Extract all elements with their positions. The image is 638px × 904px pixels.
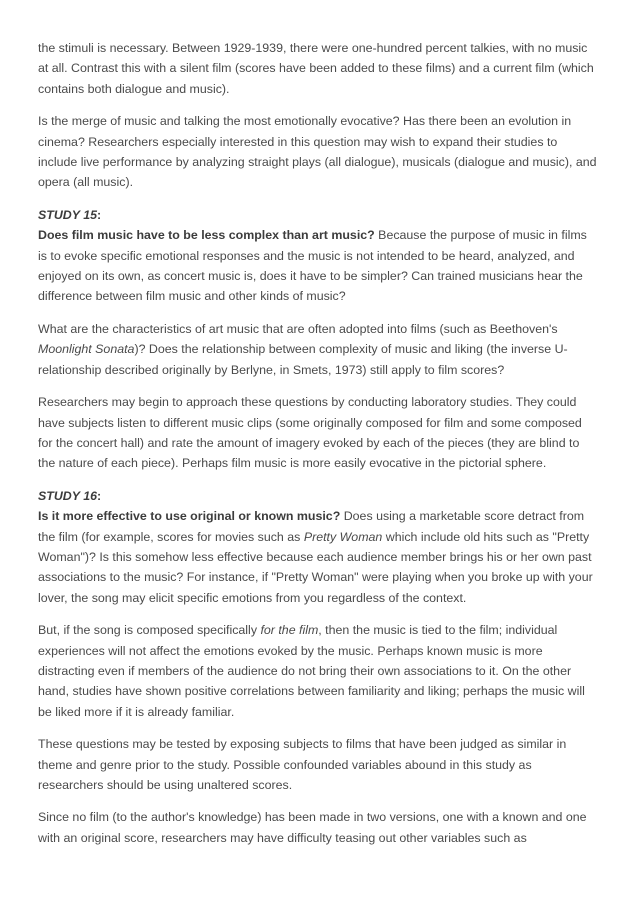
study-16-p1-text-b: which include old hits such as "Pretty Woman")? Is this somehow less effective because each audience member brings his or her own past associations to the music? For instance, if "Pretty Woman" were playing when you broke up with your lover, the song may elicit specific emotions from you regardless of the context.	[38, 529, 593, 605]
study-15-section	[38, 205, 598, 474]
study-16-label: STUDY 16	[38, 488, 97, 503]
study-15-label: STUDY 15	[38, 207, 97, 222]
study-16-paragraph-3: These questions may be tested by exposing subjects to films that have been judged as similar in theme and genre prior to the study. Possible confounded variables abound in this study as researchers should be using unaltered scores.	[38, 737, 567, 792]
study-16-section	[38, 486, 598, 849]
moonlight-sonata-title: Moonlight Sonata	[38, 342, 135, 357]
study-15-paragraph-2	[38, 319, 598, 380]
study-16-paragraph-2	[38, 620, 598, 722]
paragraph-talkies: the stimuli is necessary. Between 1929-1939, there were one-hundred percent talkies, with no music at all. Contrast this with a silent film (scores have been added to these films) and a current film (which contains both dialogue and music).	[38, 41, 594, 96]
study-16-heading	[38, 486, 598, 506]
study-15-colon: :	[97, 207, 102, 222]
study-15-p2-text-a: What are the characteristics of art music that are often adopted into films (such as Beethoven's	[38, 321, 558, 336]
study-15-paragraph-1	[38, 225, 598, 307]
study-16-question: Is it more effective to use original or known music?	[38, 509, 341, 524]
study-16-colon: :	[97, 488, 102, 503]
study-15-question: Does film music have to be less complex than art music?	[38, 228, 375, 243]
study-16-p1-text-a: Does using a marketable score detract from the film (for example, scores for movies such as	[38, 509, 585, 544]
pretty-woman-title: Pretty Woman	[303, 529, 383, 544]
document-page	[38, 38, 598, 860]
study-15-paragraph-3: Researchers may begin to approach these questions by conducting laboratory studies. They could have subjects listen to different music clips (some originally composed for film and some composed for the concert hall) and rate the amount of imagery evoked by each of the pieces (they are blind to the nature of each piece). Perhaps film music is more easily evocative in the pictorial sphere.	[38, 395, 582, 471]
study-16-p2-text-a: But, if the song is composed specifically	[38, 623, 261, 638]
paragraph-evolution: Is the merge of music and talking the most emotionally evocative? Has there been an evolution in cinema? Researchers especially interested in this question may wish to expand their studies to include live performance by analyzing straight plays (all dialogue), musicals (dialogue and music), and opera (all music).	[38, 114, 597, 190]
study-16-p2-text-b: , then the music is tied to the film; individual experiences will not affect the emotions evoked by the music. Perhaps known music is more distracting even if members of the audience do not bring their own associations to it. On the other hand, studies have shown positive correlations between familiarity and liking; perhaps the music will be liked more if it is already familiar.	[38, 623, 585, 719]
study-16-paragraph-4: Since no film (to the author's knowledge) has been made in two versions, one with a known and one with an original score, researchers may have difficulty teasing out other variables such as	[38, 810, 587, 845]
study-16-paragraph-1	[38, 506, 598, 608]
study-15-p2-text-b: )? Does the relationship between complexity of music and liking (the inverse U-relationship described originally by Berlyne, in Smets, 1973) still apply to film scores?	[38, 342, 568, 377]
for-the-film-emphasis: for the film	[260, 623, 319, 638]
study-15-intro-text: Because the purpose of music in films is to evoke specific emotional responses and the music is not intended to be heard, analyzed, and enjoyed on its own, as concert music is, does it have to be simpler? Can trained musicians hear the difference between film music and other kinds of music?	[38, 228, 587, 304]
study-15-heading	[38, 205, 598, 225]
